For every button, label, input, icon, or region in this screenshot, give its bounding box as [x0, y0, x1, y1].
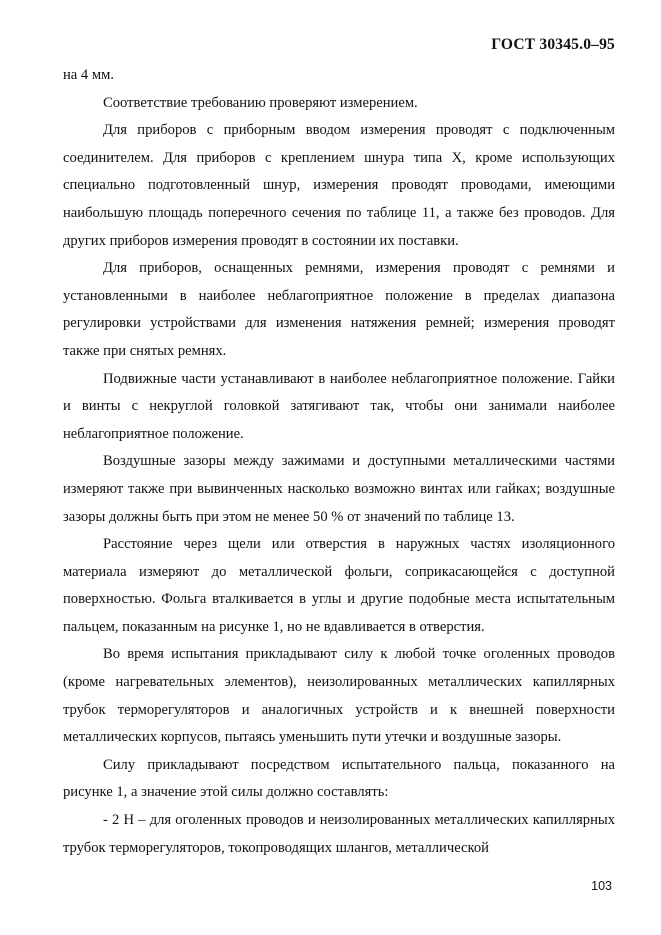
paragraph: Воздушные зазоры между зажимами и доступными металлическими частями измеряют также при вывинченных насколько возможно винтах или гайках; воздушные зазоры должны быть при этом не менее 50 % от значений по таблице 13. [63, 453, 615, 525]
body-text [63, 62, 615, 862]
paragraph: Во время испытания прикладывают силу к любой точке оголенных проводов (кроме нагревательных элементов), неизолированных металлических капиллярных трубок терморегуляторов и аналогичных устройств и к внешней поверхности металлических корпусов, пытаясь уменьшить пути утечки и воздушные зазоры. [63, 646, 615, 746]
page-number: 103 [591, 879, 612, 893]
paragraph: Силу прикладывают посредством испытательного пальца, показанного на рисунке 1, а значение этой силы должно составлять: [63, 756, 615, 801]
paragraph: Расстояние через щели или отверстия в наружных частях изоляционного материала измеряют до металлической фольги, соприкасающейся с доступной поверхностью. Фольга вталкивается в углы и другие подобные места испытательным пальцем, показанным на рисунке 1, но не вдавливается в отверстия. [63, 536, 615, 635]
paragraph: Соответствие требованию проверяют измерением. [103, 94, 418, 111]
paragraph: Для приборов с приборным вводом измерения проводят с подключенным соединителем. Для приборов с креплением шнура типа X, кроме использующих специально подготовленный шнур, измерения проводят проводами, имеющими наибольшую площадь поперечного сечения по таблице 11, а также без проводов. Для других приборов измерения проводят в состоянии их поставки. [63, 122, 615, 249]
paragraph: - 2 Н – для оголенных проводов и неизолированных металлических капиллярных трубок терморегуляторов, токопроводящих шлангов, металлической [63, 812, 615, 856]
paragraph: на 4 мм. [63, 67, 114, 83]
paragraph: Подвижные части устанавливают в наиболее неблагоприятное положение. Гайки и винты с некруглой головкой затягивают так, чтобы они занимали наиболее неблагоприятное положение. [63, 370, 615, 442]
paragraph: Для приборов, оснащенных ремнями, измерения проводят с ремнями и установленными в наиболее неблагоприятное положение в пределах диапазона регулировки устройствами для изменения натяжения ремней; измерения проводят также при снятых ремнях. [63, 260, 615, 359]
document-header: ГОСТ 30345.0–95 [491, 36, 615, 53]
